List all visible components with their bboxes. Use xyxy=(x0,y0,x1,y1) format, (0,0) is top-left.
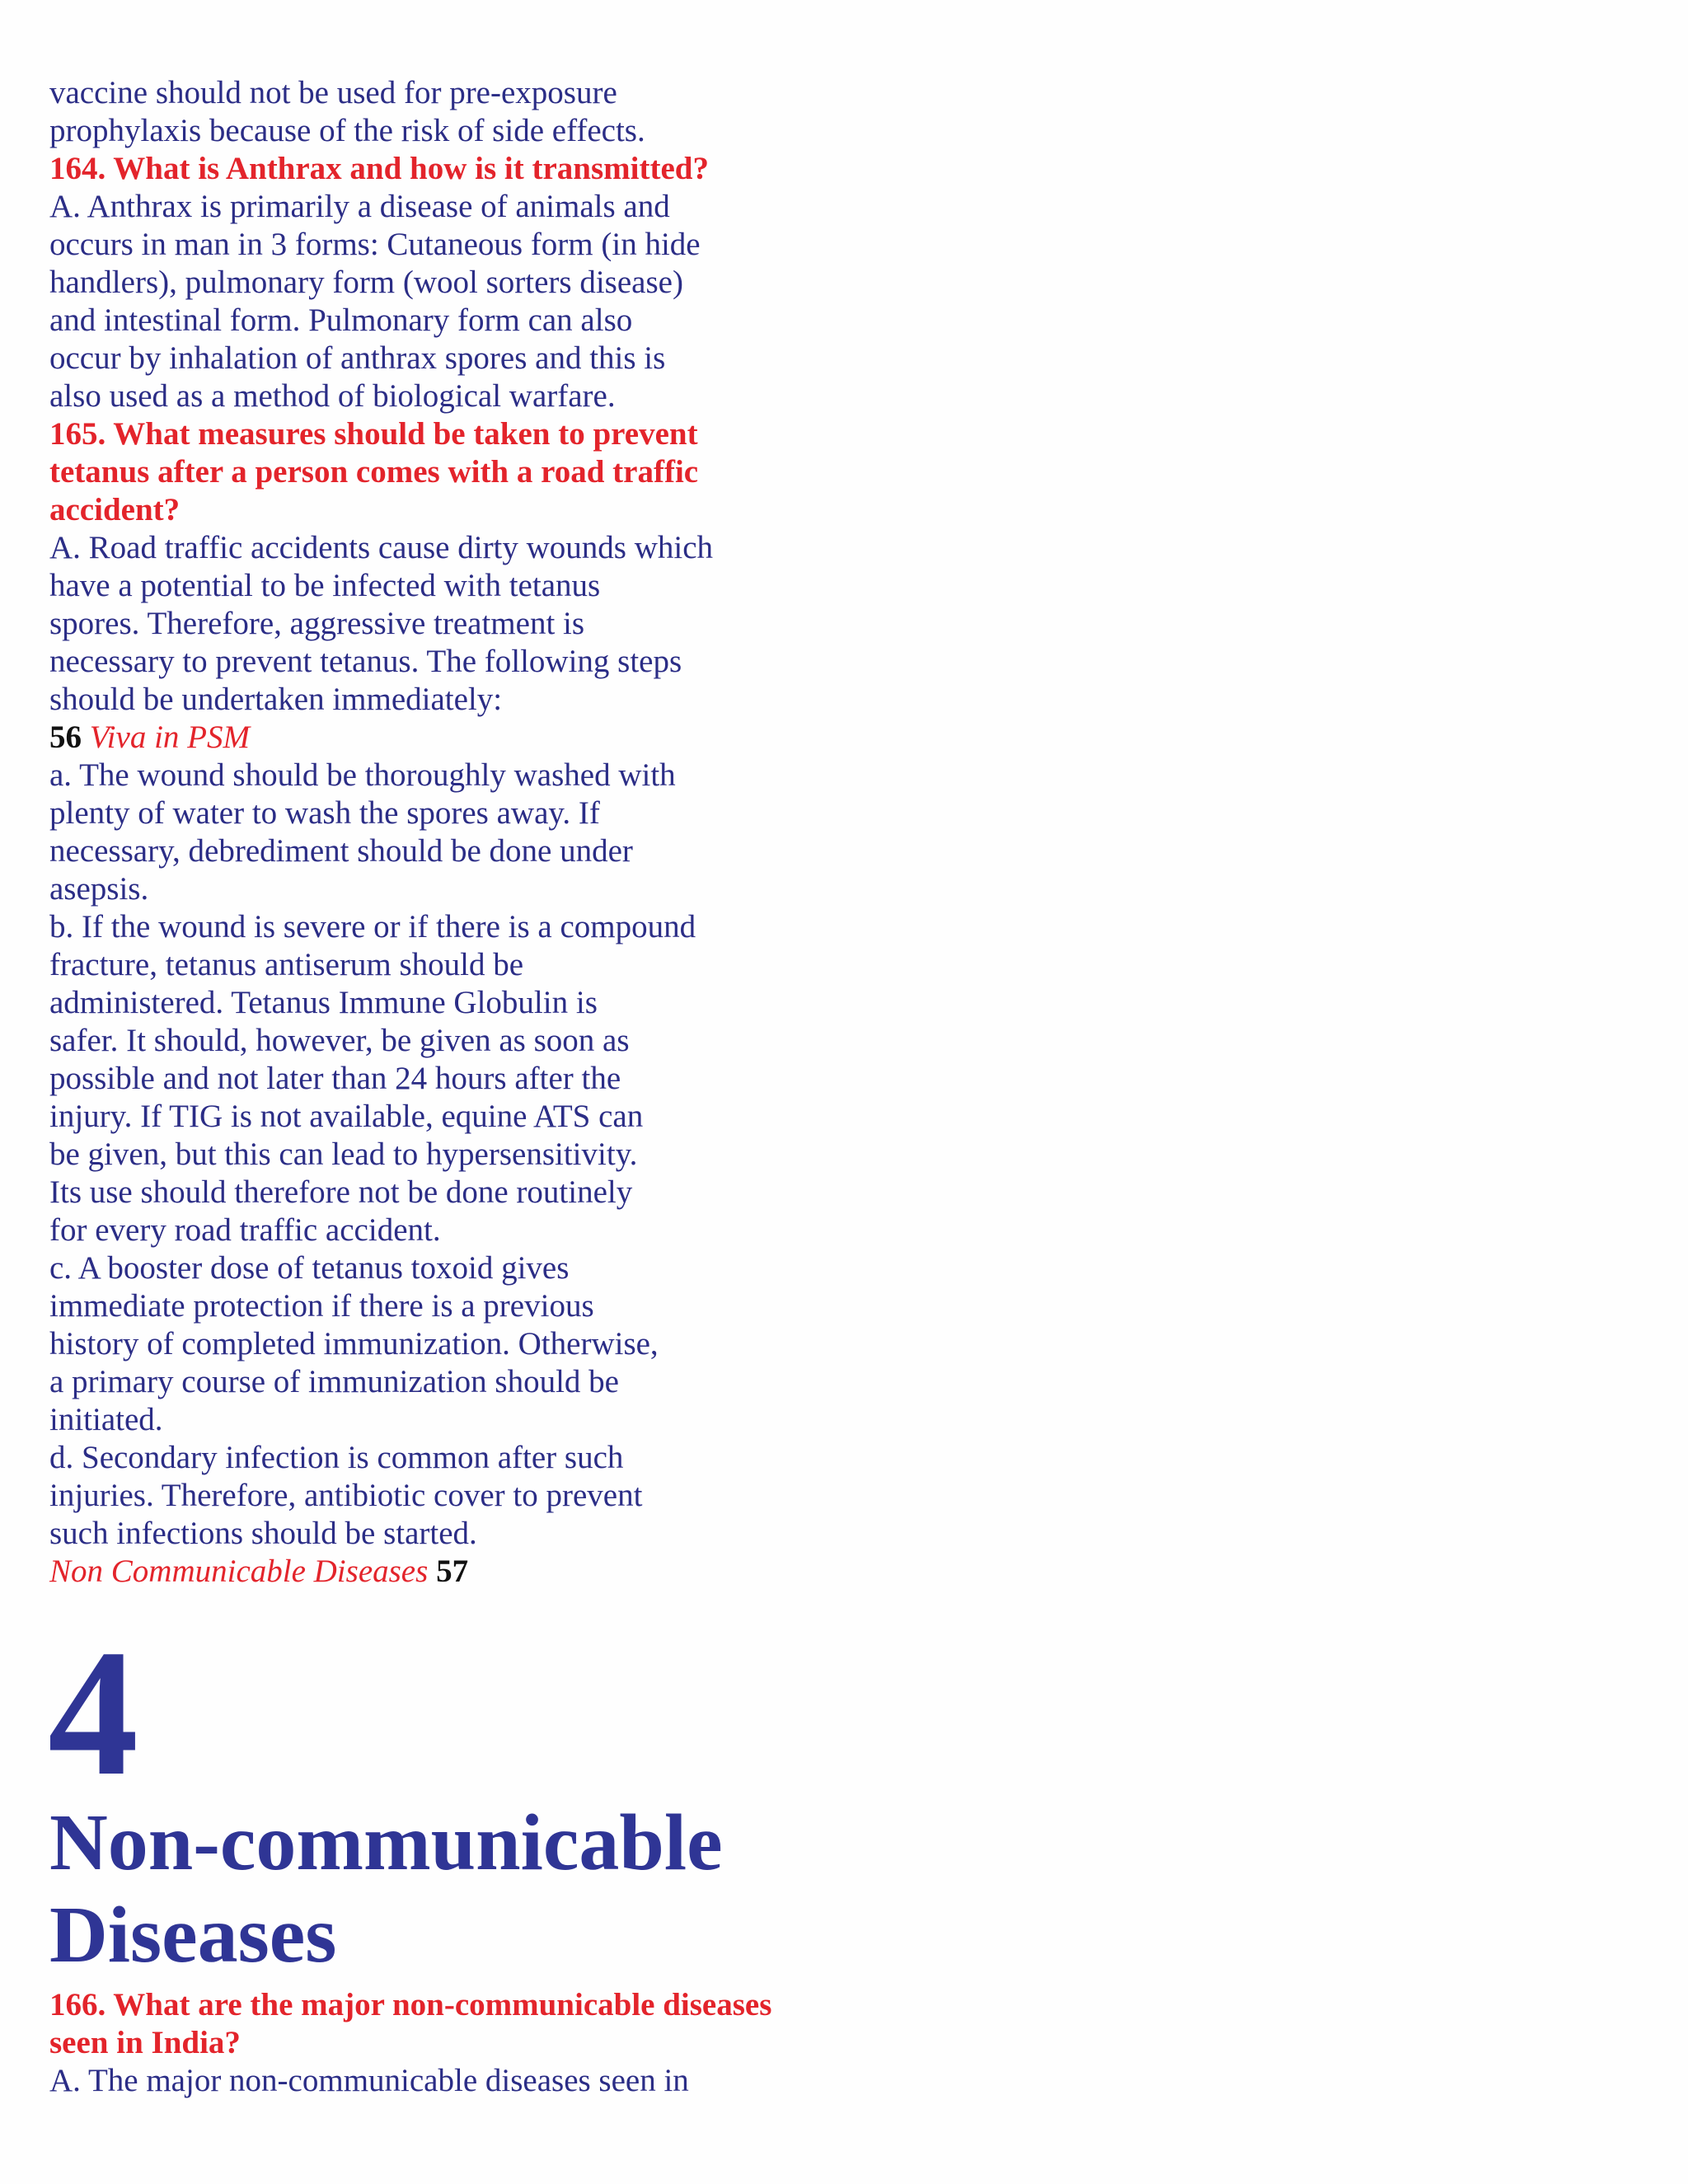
step-line: Its use should therefore not be done routinely xyxy=(49,1174,633,1210)
text-column xyxy=(49,74,874,1591)
header-page-number: 57 xyxy=(436,1554,469,1589)
step-line: initiated. xyxy=(49,1402,163,1437)
step-line: injuries. Therefore, antibiotic cover to prevent xyxy=(49,1478,643,1513)
step-line: a primary course of immunization should be xyxy=(49,1364,619,1399)
question-165-line: accident? xyxy=(49,492,181,527)
step-line: for every road traffic accident. xyxy=(49,1212,441,1248)
answer-line: have a potential to be infected with tetanus xyxy=(49,568,601,603)
step-line: plenty of water to wash the spores away. If xyxy=(49,795,600,831)
step-line: d. Secondary infection is common after such xyxy=(49,1440,624,1475)
answer-line: spores. Therefore, aggressive treatment is xyxy=(49,606,585,641)
text-column-continued xyxy=(49,1986,956,2100)
step-line: safer. It should, however, be given as soon as xyxy=(49,1023,630,1058)
step-line: be given, but this can lead to hypersensitivity. xyxy=(49,1137,638,1172)
step-line: such infections should be started. xyxy=(49,1516,477,1551)
step-line: injury. If TIG is not available, equine ATS can xyxy=(49,1099,644,1134)
chapter-number: 4 xyxy=(48,1612,138,1813)
question-164: 164. What is Anthrax and how is it transmitted? xyxy=(49,151,709,186)
question-165-line: 165. What measures should be taken to prevent xyxy=(49,416,698,452)
header-chapter-title: Non Communicable Diseases xyxy=(49,1554,429,1589)
body-line: vaccine should not be used for pre-exposure xyxy=(49,75,617,110)
question-166-line: 166. What are the major non-communicable diseases xyxy=(49,1987,772,2022)
running-header xyxy=(49,1553,874,1591)
footer-page-number: 56 xyxy=(49,719,82,755)
answer-line: necessary to prevent tetanus. The following steps xyxy=(49,644,682,679)
step-line: c. A booster dose of tetanus toxoid gives xyxy=(49,1250,570,1286)
body-line: prophylaxis because of the risk of side effects. xyxy=(49,113,645,148)
step-line: fracture, tetanus antiserum should be xyxy=(49,947,524,982)
answer-line: should be undertaken immediately: xyxy=(49,682,503,717)
step-line: possible and not later than 24 hours after the xyxy=(49,1061,621,1096)
step-line: necessary, debrediment should be done under xyxy=(49,833,633,869)
answer-line: also used as a method of biological warfare. xyxy=(49,378,616,414)
question-166-line: seen in India? xyxy=(49,2025,241,2060)
step-line: history of completed immunization. Otherwise, xyxy=(49,1326,659,1361)
chapter-title-line: Diseases xyxy=(49,1891,337,1980)
answer-line: A. Anthrax is primarily a disease of animals and xyxy=(49,189,670,224)
chapter-title-line: Non-communicable xyxy=(49,1798,723,1887)
chapter-title xyxy=(49,1797,723,1981)
step-line: b. If the wound is severe or if there is a compound xyxy=(49,909,696,944)
footer-book-title: Viva in PSM xyxy=(89,719,250,755)
running-footer xyxy=(49,719,874,757)
step-line: a. The wound should be thoroughly washed with xyxy=(49,757,676,793)
question-165-line: tetanus after a person comes with a road traffic xyxy=(49,454,699,490)
answer-line: handlers), pulmonary form (wool sorters disease) xyxy=(49,265,683,300)
answer-line: and intestinal form. Pulmonary form can also xyxy=(49,302,633,338)
answer-line: occurs in man in 3 forms: Cutaneous form (in hide xyxy=(49,227,701,262)
step-line: administered. Tetanus Immune Globulin is xyxy=(49,985,598,1020)
answer-line: A. The major non-communicable diseases seen in xyxy=(49,2063,689,2098)
answer-line: A. Road traffic accidents cause dirty wounds which xyxy=(49,530,714,565)
answer-line: occur by inhalation of anthrax spores and this is xyxy=(49,340,666,376)
step-line: asepsis. xyxy=(49,871,149,907)
step-line: immediate protection if there is a previous xyxy=(49,1288,594,1324)
